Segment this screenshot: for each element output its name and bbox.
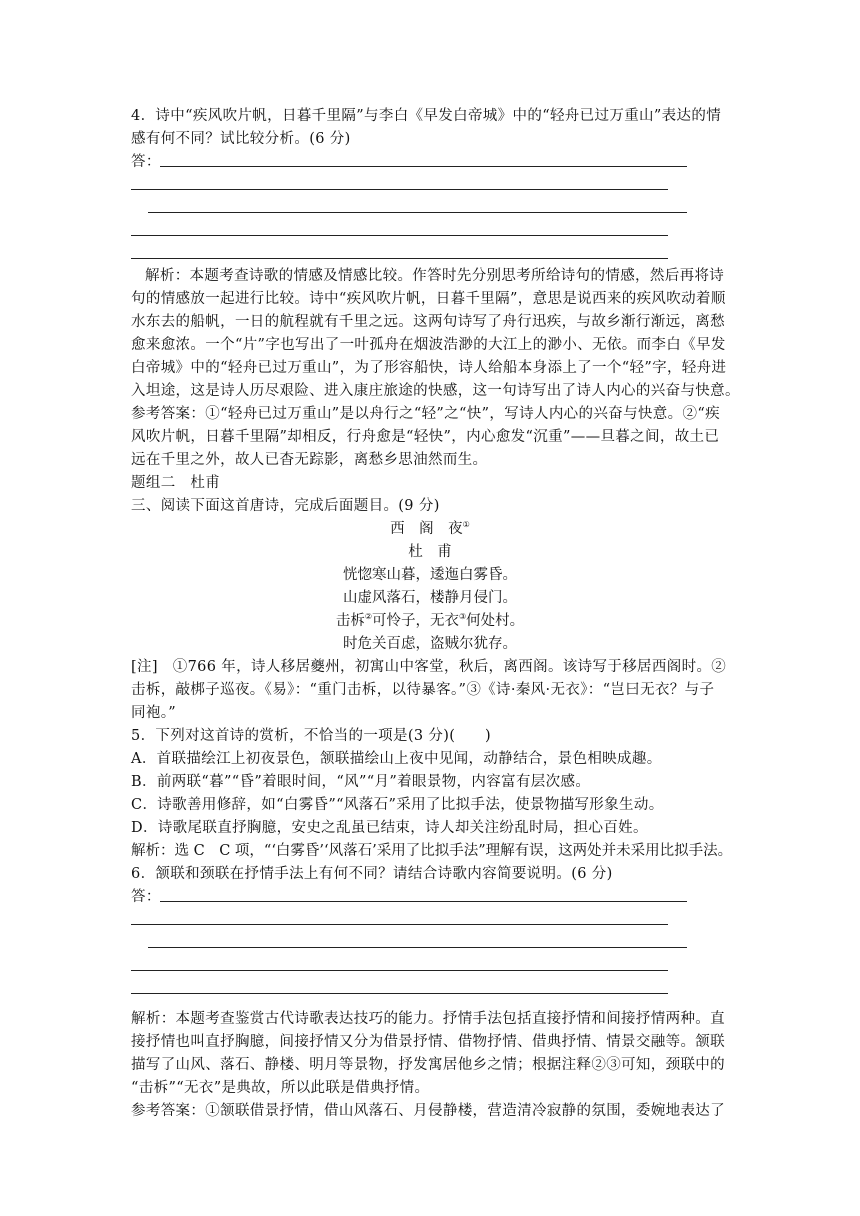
analysis-6-line: “击柝”“无衣”是典故，所以此联是借典抒情。 <box>131 1080 430 1096</box>
poem-line: 时危关百虑，盗贼尔犹存。 <box>343 636 517 652</box>
answer-line <box>131 235 668 236</box>
analysis-4-line: 入坦途，这是诗人历尽艰险、进入康庄旅途的快感，这一句诗写出了诗人内心的兴奋与快意。 <box>131 383 740 399</box>
notes-line: 同袍。” <box>131 705 177 721</box>
answer-line <box>131 258 668 259</box>
answer-label-6: 答： <box>131 889 161 905</box>
footnote-marker: ② <box>364 612 372 622</box>
analysis-5: 解析：选 C C 项，“‘白雾昏’‘风落石’采用了比拟手法”理解有误，这两处并未采用比拟手法。 <box>131 843 733 859</box>
analysis-4-line: 愈来愈浓。一个“片”字也写出了一叶孤舟在烟波浩渺的大江上的渺小、无依。而李白《早发 <box>131 337 726 353</box>
analysis-4-line: 解析：本题考查诗歌的情感及情感比较。作答时先分别思考所给诗句的情感，然后再将诗 <box>145 268 725 284</box>
question-4-line-2: 感有何不同？试比较分析。(6 分) <box>131 131 351 147</box>
poem-author: 杜 甫 <box>408 544 452 560</box>
question-5-stem: 5．下列对这首诗的赏析，不恰当的一项是(3 分)( ) <box>131 728 491 744</box>
question-4-line-1: 4．诗中“疾风吹片帆，日暮千里隔”与李白《早发白帝城》中的“轻舟已过万重山”表达的情 <box>131 108 722 124</box>
analysis-4-line: 水东去的船帆，一日的航程就有千里之远。这两句诗写了舟行迅疾，与故乡渐行渐远，离愁 <box>131 314 725 330</box>
group-heading: 题组二 杜甫 <box>131 475 221 491</box>
section-heading: 三、阅读下面这首唐诗，完成后面题目。(9 分) <box>131 498 440 514</box>
question-6-stem: 6．颔联和颈联在抒情手法上有何不同？请结合诗歌内容简要说明。(6 分) <box>131 866 613 882</box>
reference-answer-6-line: 参考答案：①颔联借景抒情，借山风落石、月侵静楼，营造清冷寂静的氛围，委婉地表达了 <box>131 1103 725 1119</box>
answer-line <box>148 947 687 948</box>
footnote-marker: ① <box>462 520 470 530</box>
analysis-6-line: 解析：本题考查鉴赏古代诗歌表达技巧的能力。抒情手法包括直接抒情和间接抒情两种。直 <box>131 1011 725 1027</box>
option-a: A．首联描绘江上初夜景色，颔联描绘山上夜中见闻，动静结合，景色相映成趣。 <box>131 751 662 767</box>
poem-title: 西 阁 夜① <box>390 520 470 537</box>
reference-answer-4-line: 风吹片帆，日暮千里隔”却相反，行舟愈是“轻快”，内心愈发“沉重”——旦暮之间，故土已 <box>131 429 720 445</box>
answer-line <box>131 924 668 925</box>
answer-label-4: 答： <box>131 154 161 170</box>
poem-line: 恍惚寒山暮，逶迤白雾昏。 <box>343 567 517 583</box>
option-b: B．前两联“暮”“昏”着眼时间，“风”“月”着眼景物，内容富有层次感。 <box>131 774 591 790</box>
answer-line <box>160 901 687 902</box>
poem-line: 山虚风落石，楼静月侵门。 <box>343 590 517 606</box>
option-d: D．诗歌尾联直抒胸臆，安史之乱虽已结束，诗人却关注纷乱时局，担心百姓。 <box>131 820 648 836</box>
poem-line: 击柝②可怜子，无衣③何处村。 <box>335 612 525 629</box>
option-c: C．诗歌善用修辞，如“白雾昏”“风落石”采用了比拟手法，使景物描写形象生动。 <box>131 797 664 813</box>
answer-line <box>131 993 668 994</box>
notes-line: [注] ①766 年，诗人移居夔州，初寓山中客堂，秋后，离西阁。该诗写于移居西阁时。② <box>131 659 727 675</box>
analysis-6-line: 接抒情也叫直抒胸臆，间接抒情又分为借景抒情、借物抒情、借典抒情、情景交融等。颔联 <box>131 1034 725 1050</box>
answer-line <box>160 166 687 167</box>
footnote-marker: ③ <box>459 612 467 622</box>
answer-line <box>131 970 668 971</box>
reference-answer-4-line: 参考答案：①“轻舟已过万重山”是以舟行之“轻”之“快”，写诗人内心的兴奋与快意。②“疾 <box>131 406 720 422</box>
reference-answer-4-line: 远在千里之外，故人已杳无踪影，离愁乡思油然而生。 <box>131 452 488 468</box>
analysis-6-line: 描写了山风、落石、静楼、明月等景物，抒发寓居他乡之情；根据注释②③可知，颈联中的 <box>131 1057 725 1073</box>
notes-line: 击柝，敲梆子巡夜。《易》：“重门击柝，以待暴客。”③《诗·秦风·无衣》：“岂曰无衣？与子 <box>131 682 715 698</box>
analysis-4-line: 句的情感放一起进行比较。诗中“疾风吹片帆，日暮千里隔”，意思是说西来的疾风吹动着顺 <box>131 291 726 307</box>
answer-line <box>131 189 668 190</box>
answer-line <box>148 212 687 213</box>
analysis-4-line: 白帝城》中的“轻舟已过万重山”，为了形容船快，诗人给船本身添上了一个“轻”字，轻舟进 <box>131 360 727 376</box>
